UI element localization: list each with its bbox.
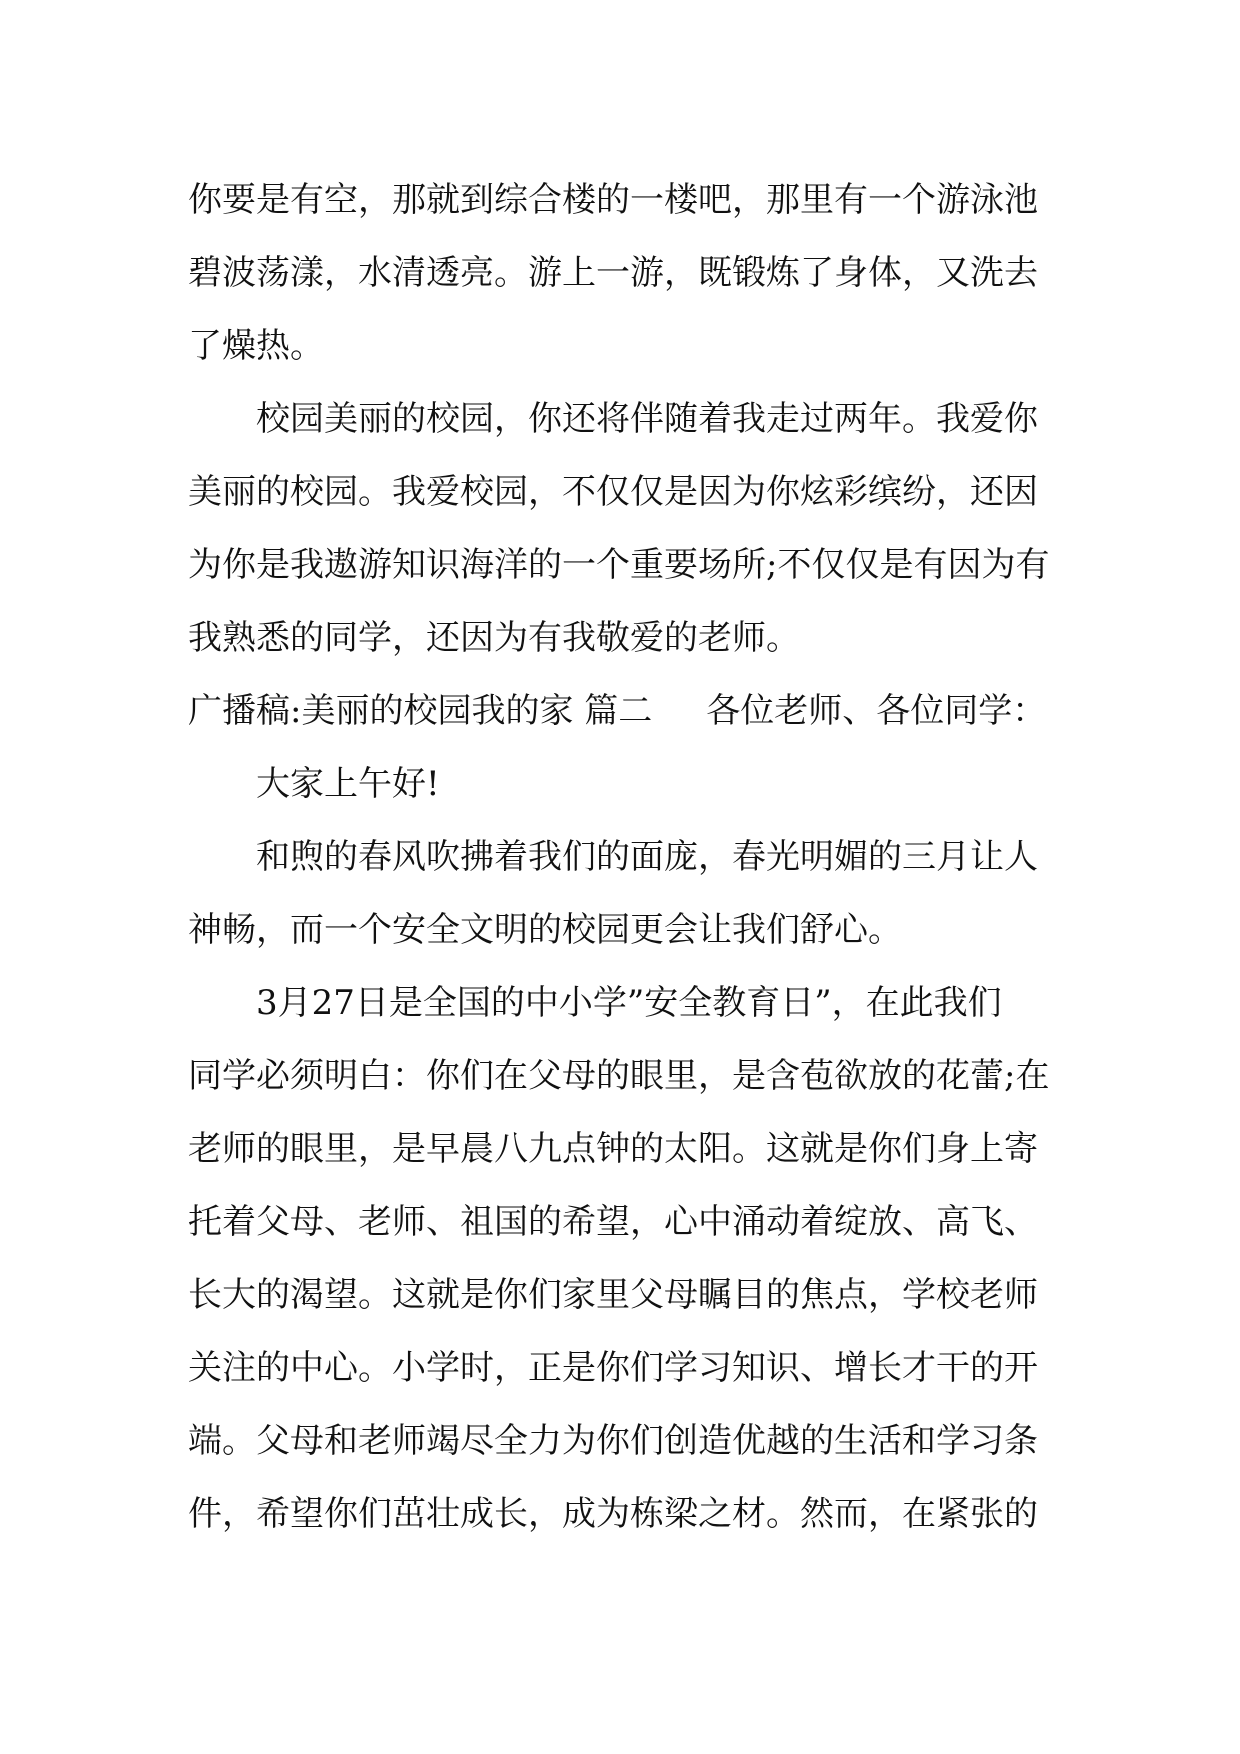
text-line: 长大的渴望。这就是你们家里父母瞩目的焦点，学校老师 xyxy=(188,1275,1038,1315)
text-line: 美丽的校园。我爱校园，不仅仅是因为你炫彩缤纷，还因 xyxy=(188,472,1038,512)
section-title: 广播稿:美丽的校园我的家 篇二 xyxy=(188,691,653,731)
text-line: 件，希望你们茁壮成长，成为栋梁之材。然而，在紧张的 xyxy=(188,1494,1038,1534)
greeting-line: 大家上午好! xyxy=(256,764,440,804)
paragraph-start-line: 校园美丽的校园，你还将伴随着我走过两年。我爱你 xyxy=(256,399,1038,439)
text-line: 老师的眼里，是早晨八九点钟的太阳。这就是你们身上寄 xyxy=(188,1129,1038,1169)
text-line: 神畅，而一个安全文明的校园更会让我们舒心。 xyxy=(188,910,902,950)
document-body xyxy=(188,164,1068,1551)
text-line: 为你是我遨游知识海洋的一个重要场所;不仅仅是有因为有 xyxy=(188,545,1050,585)
section-heading-line xyxy=(188,675,1068,748)
text-line: 托着父母、老师、祖国的希望，心中涌动着绽放、高飞、 xyxy=(188,1202,1038,1242)
salutation: 各位老师、各位同学： xyxy=(706,691,1047,731)
paragraph-start-line: 和煦的春风吹拂着我们的面庞，春光明媚的三月让人 xyxy=(256,837,1038,877)
text-line: 端。父母和老师竭尽全力为你们创造优越的生活和学习条 xyxy=(188,1421,1038,1461)
text-line: 关注的中心。小学时，正是你们学习知识、增长才干的开 xyxy=(188,1348,1038,1388)
text-line: 我熟悉的同学，还因为有我敬爱的老师。 xyxy=(188,618,800,658)
text-line: 同学必须明白：你们在父母的眼里，是含苞欲放的花蕾;在 xyxy=(188,1056,1050,1096)
text-line: 了燥热。 xyxy=(188,326,324,366)
text-line: 你要是有空，那就到综合楼的一楼吧，那里有一个游泳池 xyxy=(188,180,1038,220)
text-line: 碧波荡漾，水清透亮。游上一游，既锻炼了身体，又洗去 xyxy=(188,253,1038,293)
paragraph-start-line: 3月27日是全国的中小学”安全教育日”，在此我们 xyxy=(256,983,1002,1023)
